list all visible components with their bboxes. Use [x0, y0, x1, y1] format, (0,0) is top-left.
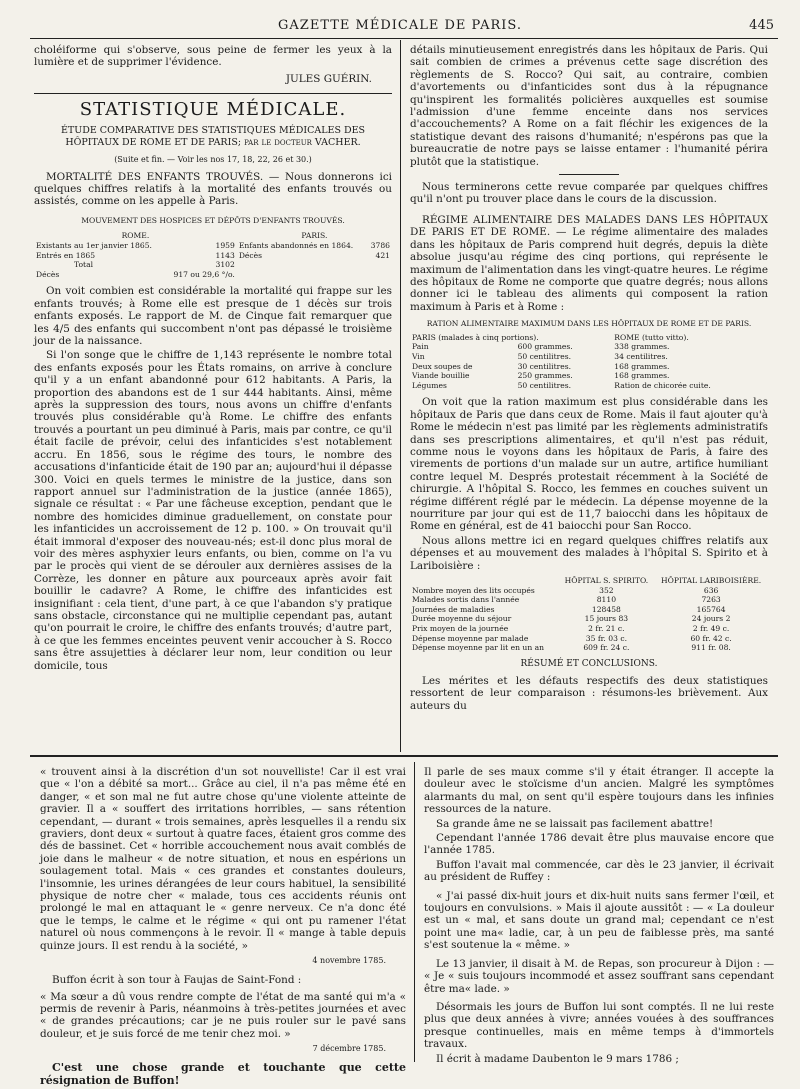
hospital-cell: 609 fr. 24 c.	[583, 643, 630, 653]
ration-cell: 50 centilitres.	[517, 351, 572, 361]
ration-cell: Ration de chicorée cuite.	[614, 380, 711, 390]
hosp-head-lariboisiere: HÔPITAL LARIBOISIÈRE.	[661, 575, 762, 585]
hospital-row	[410, 614, 768, 624]
ration-cell: 30 centilitres.	[517, 361, 572, 371]
table-cell: 3786	[370, 241, 390, 251]
quote: « Ma sœur a dû vous rendre compte de l'état de ma santé qui m'a « permis de revenir à Paris, néanmoins à très-petites journées et avec « de grandes précautions; car je ne puis rouler sur le pavé sans douleur, et je suis forcé de me tenir chez moi. »	[40, 990, 406, 1040]
hospital-cell: Malades sortis dans l'année	[412, 595, 520, 605]
hospital-cell: Journées de maladies	[412, 604, 495, 614]
ration-cell: Pain	[412, 342, 429, 352]
paragraph-mortalite: MORTALITÉ DES ENFANTS TROUVÉS. — Nous donnerons ici quelques chiffres relatifs à la mortalité des enfants trouvés ou assistés, comme on les appelle à Paris.	[34, 170, 392, 208]
table-title: MOUVEMENT DES HOSPICES ET DÉPÔTS D'ENFANTS TROUVÉS.	[81, 215, 345, 225]
bottom-column-divider	[414, 762, 415, 1062]
hospital-table	[410, 576, 768, 653]
ration-head-rome: ROME (tutto vitto).	[614, 332, 689, 342]
column-divider	[400, 40, 401, 752]
quote: « trouvent ainsi à la discrétion d'un sot nouvelliste! Car il est vrai que « l'on a débité sa mort... Grâce au ciel, il n'a pas même été en danger, « et son mal ne fut autre chose qu'une violente atteinte de gravier. Il a « souffert des irritations horribles, — sans rétention cependant, — durant « trois semaines, après lesquelles il a rendu six graviers, dont deux « surtout à quatre faces, étaient gros comme des dés de bassinet. Cet « horrible accouchement nous avait comblés de joie dans le malheur « de notre situation, et nous en espérions un soulagement total. Mais « ces grandes et constantes douleurs, l'insomnie, les urines dérangées de leur cours habituel, la sensibilité physique de notre cher « malade, tous ces accidents réunis ont prolongé le mal en attaquant le « genre nerveux. Ce n'a donc été que le temps, le calme et le régime « qui ont pu ramener l'état naturel où nous commençons à le revoir. Il « mange à table depuis quinze jours. Il est rendu à la société, »	[40, 766, 406, 952]
bottom-left-column	[40, 766, 406, 1089]
paragraph: On voit combien est considérable la mortalité qui frappe sur les enfants trouvés; à Rome elle est presque de 1 décès sur trois enfants exposés. Le rapport de M. de Cinque fait remarquer que les 4/5 des enfants qui succombent n'ont pas dépassé le troisième jour de la naissance.	[34, 285, 392, 348]
header-rule	[30, 38, 778, 39]
signature: JULES GUÉRIN.	[285, 72, 372, 85]
ration-table	[410, 333, 768, 391]
ration-table-title: RATION ALIMENTAIRE MAXIMUM DANS LES HÔPITAUX DE ROME ET DE PARIS.	[426, 319, 752, 329]
hospital-row	[410, 643, 768, 653]
hospital-cell: Dépense moyenne par malade	[412, 633, 529, 643]
foundlings-table	[34, 231, 392, 279]
page-number: 445	[749, 18, 774, 33]
paragraph: Les mérites et les défauts respectifs des deux statistiques ressortent de leur comparaison : résumons-les brièvement. Aux auteurs du	[410, 674, 768, 712]
table-cell: Décès	[238, 250, 263, 260]
table-cell: Décès	[36, 269, 60, 279]
date: 7 décembre 1785.	[312, 1044, 386, 1054]
date: 4 novembre 1785.	[312, 956, 386, 966]
ration-row	[410, 371, 768, 381]
ration-cell: 50 centilitres.	[517, 380, 572, 390]
table-cell: Enfants abandonnés en 1864.	[238, 241, 354, 251]
ration-cell: Vin	[412, 351, 425, 361]
table-cell: Entrés en 1865	[36, 250, 96, 260]
hospital-cell: 8110	[596, 595, 617, 605]
hospital-row	[410, 634, 768, 644]
hospital-cell: 2 fr. 49 c.	[692, 623, 730, 633]
hospital-row	[410, 605, 768, 615]
ration-cell: 168 grammes.	[614, 371, 670, 381]
hospital-cell: 24 jours 2	[691, 614, 731, 624]
ration-head-paris: PARIS (malades à cinq portions).	[412, 332, 539, 342]
paragraph: Il écrit à madame Daubenton le 9 mars 1786 ;	[436, 1052, 679, 1065]
ration-cell: 250 grammes.	[517, 371, 573, 381]
table-cell: Total	[74, 260, 94, 270]
hospital-row	[410, 624, 768, 634]
ration-row	[410, 352, 768, 362]
quote: « J'ai passé dix-huit jours et dix-huit nuits sans fermer l'œil, et toujours en convulsions. » Mais il ajoute aussitôt : — « La douleur est un « mal, et sans doute un grand mal; cependant ce n'est point une ma« ladie, car, à un peu de faiblesse près, ma santé s'est soutenue la « même. »	[424, 889, 774, 952]
ration-cell: 600 grammes.	[517, 342, 573, 352]
closing-sentence: C'est une chose grande et touchante que cette résignation de Buffon!	[40, 1061, 406, 1087]
table-row	[34, 270, 392, 280]
table-cell: 421	[375, 250, 390, 260]
hospital-cell: 35 fr. 03 c.	[585, 633, 628, 643]
ration-cell: Deux soupes de	[412, 361, 473, 371]
paragraph-regime: RÉGIME ALIMENTAIRE DES MALADES DANS LES HÔPITAUX DE PARIS ET DE ROME. — Le régime alimentaire des malades dans les hôpitaux de Paris comprend huit degrés, depuis la diète absolue jusqu'au régime des cinq portions, qui représente le maximum de l'alimentation dans les vingt-quatre heures. Le régime des hôpitaux de Rome ne comporte que quatre degrés; nous allons donner ici le tableau des aliments qui composent la ration maximum à Paris et à Rome :	[410, 213, 768, 313]
hospital-cell: 352	[599, 585, 614, 595]
table-head-paris: PARIS.	[301, 231, 328, 241]
paragraph: Buffon l'avait mal commencée, car dès le 23 janvier, il écrivait au président de Ruffey :	[424, 858, 774, 884]
ration-row	[410, 381, 768, 391]
ration-row	[410, 342, 768, 352]
table-row	[34, 241, 392, 251]
table-cell: 917 ou 29,6 °/o.	[173, 269, 235, 279]
paragraph: Nous terminerons cette revue comparée par quelques chiffres qu'il n'ont pu trouver place dans le cours de la discussion.	[410, 181, 768, 206]
ration-cell: Légumes	[412, 380, 447, 390]
section-title: STATISTIQUE MÉDICALE.	[79, 99, 347, 121]
hosp-head-spirito: HÔPITAL S. SPIRITO.	[564, 575, 649, 585]
hospital-cell: Prix moyen de la journée	[412, 623, 509, 633]
hospital-cell: 7263	[701, 595, 721, 605]
paragraph: Si l'on songe que le chiffre de 1,143 représente le nombre total des enfants exposés pour les États romains, on arrive à conclure qu'il y a un enfant abandonné pour 612 habitants. A Paris, la proportion des abandons est de 1 sur 444 habitants. Ainsi, même après la suppression des tours, nous avons un chiffre d'enfants trouvés plus considérable qu'à Rome. Le chiffre des enfants trouvés a pourtant un peu diminué à Paris, mais par contre, ce qu'il était facile de prévoir, celui des infanticides s'est notablement accru. En 1856, sous le régime des tours, le nombre des accusations d'infanticide était de 190 par an; aujourd'hui il dépasse 300. Voici en quels termes le ministre de la justice, dans son rapport annuel sur l'administration de la justice (année 1865), signale ce résultat : « Par une fâcheuse exception, pendant que le nombre des homicides diminue graduellement, on constate pour les infanticides un accroissement de 12 p. 100. » On trouvait qu'il était immoral d'exposer des nouveau-nés; est-il donc plus moral de voir des mères asphyxier leurs enfants, ou bien, comme on l'a vu par le procès qui vient de se dérouler aux dernières assises de la Corrèze, les donner en pâture aux pourceaux après avoir fait bouillir le cadavre? A Rome, le chiffre des infanticides est insignifiant : cela tient, d'une part, à ce que l'abandon s'y pratique sans obstacle, circonstance qui ne multiplie cependant pas, autant qu'on pourrait le croire, le chiffre des enfants trouvés; d'autre part, à ce que les femmes enceintes peuvent venir accoucher à S. Rocco sans être assujetties à déclarer leur nom, leur condition ou leur domicile, tous	[34, 349, 392, 672]
table-row	[34, 251, 392, 261]
paragraph: Nous allons mettre ici en regard quelques chiffres relatifs aux dépenses et au mouvement des malades à l'hôpital S. Spirito et à Lariboisière :	[410, 534, 768, 572]
short-rule	[559, 174, 619, 175]
paragraph: On voit que la ration maximum est plus considérable dans les hôpitaux de Paris que dans ceux de Rome. Mais il faut ajouter qu'à Rome le médecin n'est pas limité par les règlements administratifs dans ses prescriptions alimentaires, et qu'il n'est pas réduit, comme nous le voyons dans les hôpitaux de Paris, à faire des virements de portions d'un malade sur un autre, artifice humiliant contre lequel M. Després protestait récemment à la Société de chirurgie. A l'hôpital S. Rocco, les femmes en couches suivent un régime différent réglé par le médecin. La dépense moyenne de la nourriture par jour qui est de 11,7 baiocchi dans les hôpitaux de Rome en général, est de 41 baiocchi pour San Rocco.	[410, 396, 768, 533]
hospital-cell: 128458	[591, 604, 621, 614]
intro-paragraph: choléiforme qui s'observe, sous peine de fermer les yeux à la lumière et de supprimer l'évidence.	[34, 44, 392, 69]
hospital-cell: Durée moyenne du séjour	[412, 614, 512, 624]
left-column	[34, 44, 392, 674]
hospital-cell: Dépense moyenne par lit en un an	[412, 643, 545, 653]
right-column	[410, 44, 768, 714]
hospital-cell: 165764	[696, 604, 726, 614]
hospital-row	[410, 586, 768, 596]
continuation-note: (Suite et fin. — Voir les nos 17, 18, 22, 26 et 30.)	[114, 154, 312, 164]
ration-cell: 34 centilitres.	[614, 351, 668, 361]
paragraph: Désormais les jours de Buffon lui sont comptés. Il ne lui reste plus que deux années à vivre; années vouées à des souffrances presque continuelles, mais en même temps à d'immortels travaux.	[424, 1000, 774, 1051]
table-cell: 1959	[215, 241, 235, 251]
hospital-cell: 911 fr. 08.	[691, 643, 731, 653]
paragraph: Cependant l'année 1786 devait être plus mauvaise encore que l'année 1785.	[424, 832, 774, 857]
hospital-cell: 2 fr. 21 c.	[588, 623, 625, 633]
paragraph: détails minutieusement enregistrés dans les hôpitaux de Paris. Qui sait combien de crimes a prévenus cette sage discrétion des règlements de S. Rocco? Qui sait, au contraire, combien d'avortements ou d'infanticides sont dus à la répugnance qu'inspirent les formalités policières auxquelles est soumise l'admission d'une femme enceinte dans nos services d'accouchements? A Rome on a fait fléchir les exigences de la statistique devant des raisons d'humanité; n'espérons pas que la bureaucratie de notre pays se laisse entamer : l'humanité périra plutôt que la statistique.	[410, 44, 768, 168]
section-rule	[34, 93, 392, 94]
paragraph: Le 13 janvier, il disait à M. de Repas, son procureur à Dijon : — « Je « suis toujours incommodé et assez souffrant sans cependant être ma« lade. »	[424, 957, 774, 995]
table-cell: Existants au 1er janvier 1865.	[36, 241, 152, 251]
journal-title: GAZETTE MÉDICALE DE PARIS.	[278, 18, 522, 33]
feuilleton-rule	[30, 755, 778, 757]
paragraph: Buffon écrit à son tour à Faujas de Saint-Fond :	[52, 974, 302, 987]
resume-title: RÉSUMÉ ET CONCLUSIONS.	[520, 658, 658, 669]
ration-cell: Viande bouillie	[412, 371, 470, 381]
ration-cell: 168 grammes.	[614, 361, 670, 371]
hospital-row	[410, 595, 768, 605]
table-head-rome: ROME.	[121, 231, 150, 241]
hospital-cell: 15 jours 83	[584, 614, 629, 624]
hospital-cell: 636	[703, 585, 719, 595]
bottom-right-column	[424, 766, 774, 1067]
ration-row	[410, 362, 768, 372]
paragraph: Sa grande âme ne se laissait pas facilement abattre!	[436, 817, 714, 830]
hospital-cell: Nombre moyen des lits occupés	[412, 585, 535, 595]
table-cell: 1143	[215, 250, 235, 260]
table-cell: 3102	[215, 260, 235, 270]
hospital-cell: 60 fr. 42 c.	[690, 633, 732, 643]
table-row	[34, 260, 392, 270]
ration-cell: 338 grammes.	[614, 342, 670, 352]
paragraph: Il parle de ses maux comme s'il y était étranger. Il accepte la douleur avec le stoïcisme d'un ancien. Malgré les symptômes alarmants du mal, on sent qu'il espère toujours dans les infinies ressources de la nature.	[424, 766, 774, 816]
article-subtitle: ÉTUDE COMPARATIVE DES STATISTIQUES MÉDICALES DES HÔPITAUX DE ROME ET DE PARIS; par le docteur VACHER.	[60, 124, 366, 148]
